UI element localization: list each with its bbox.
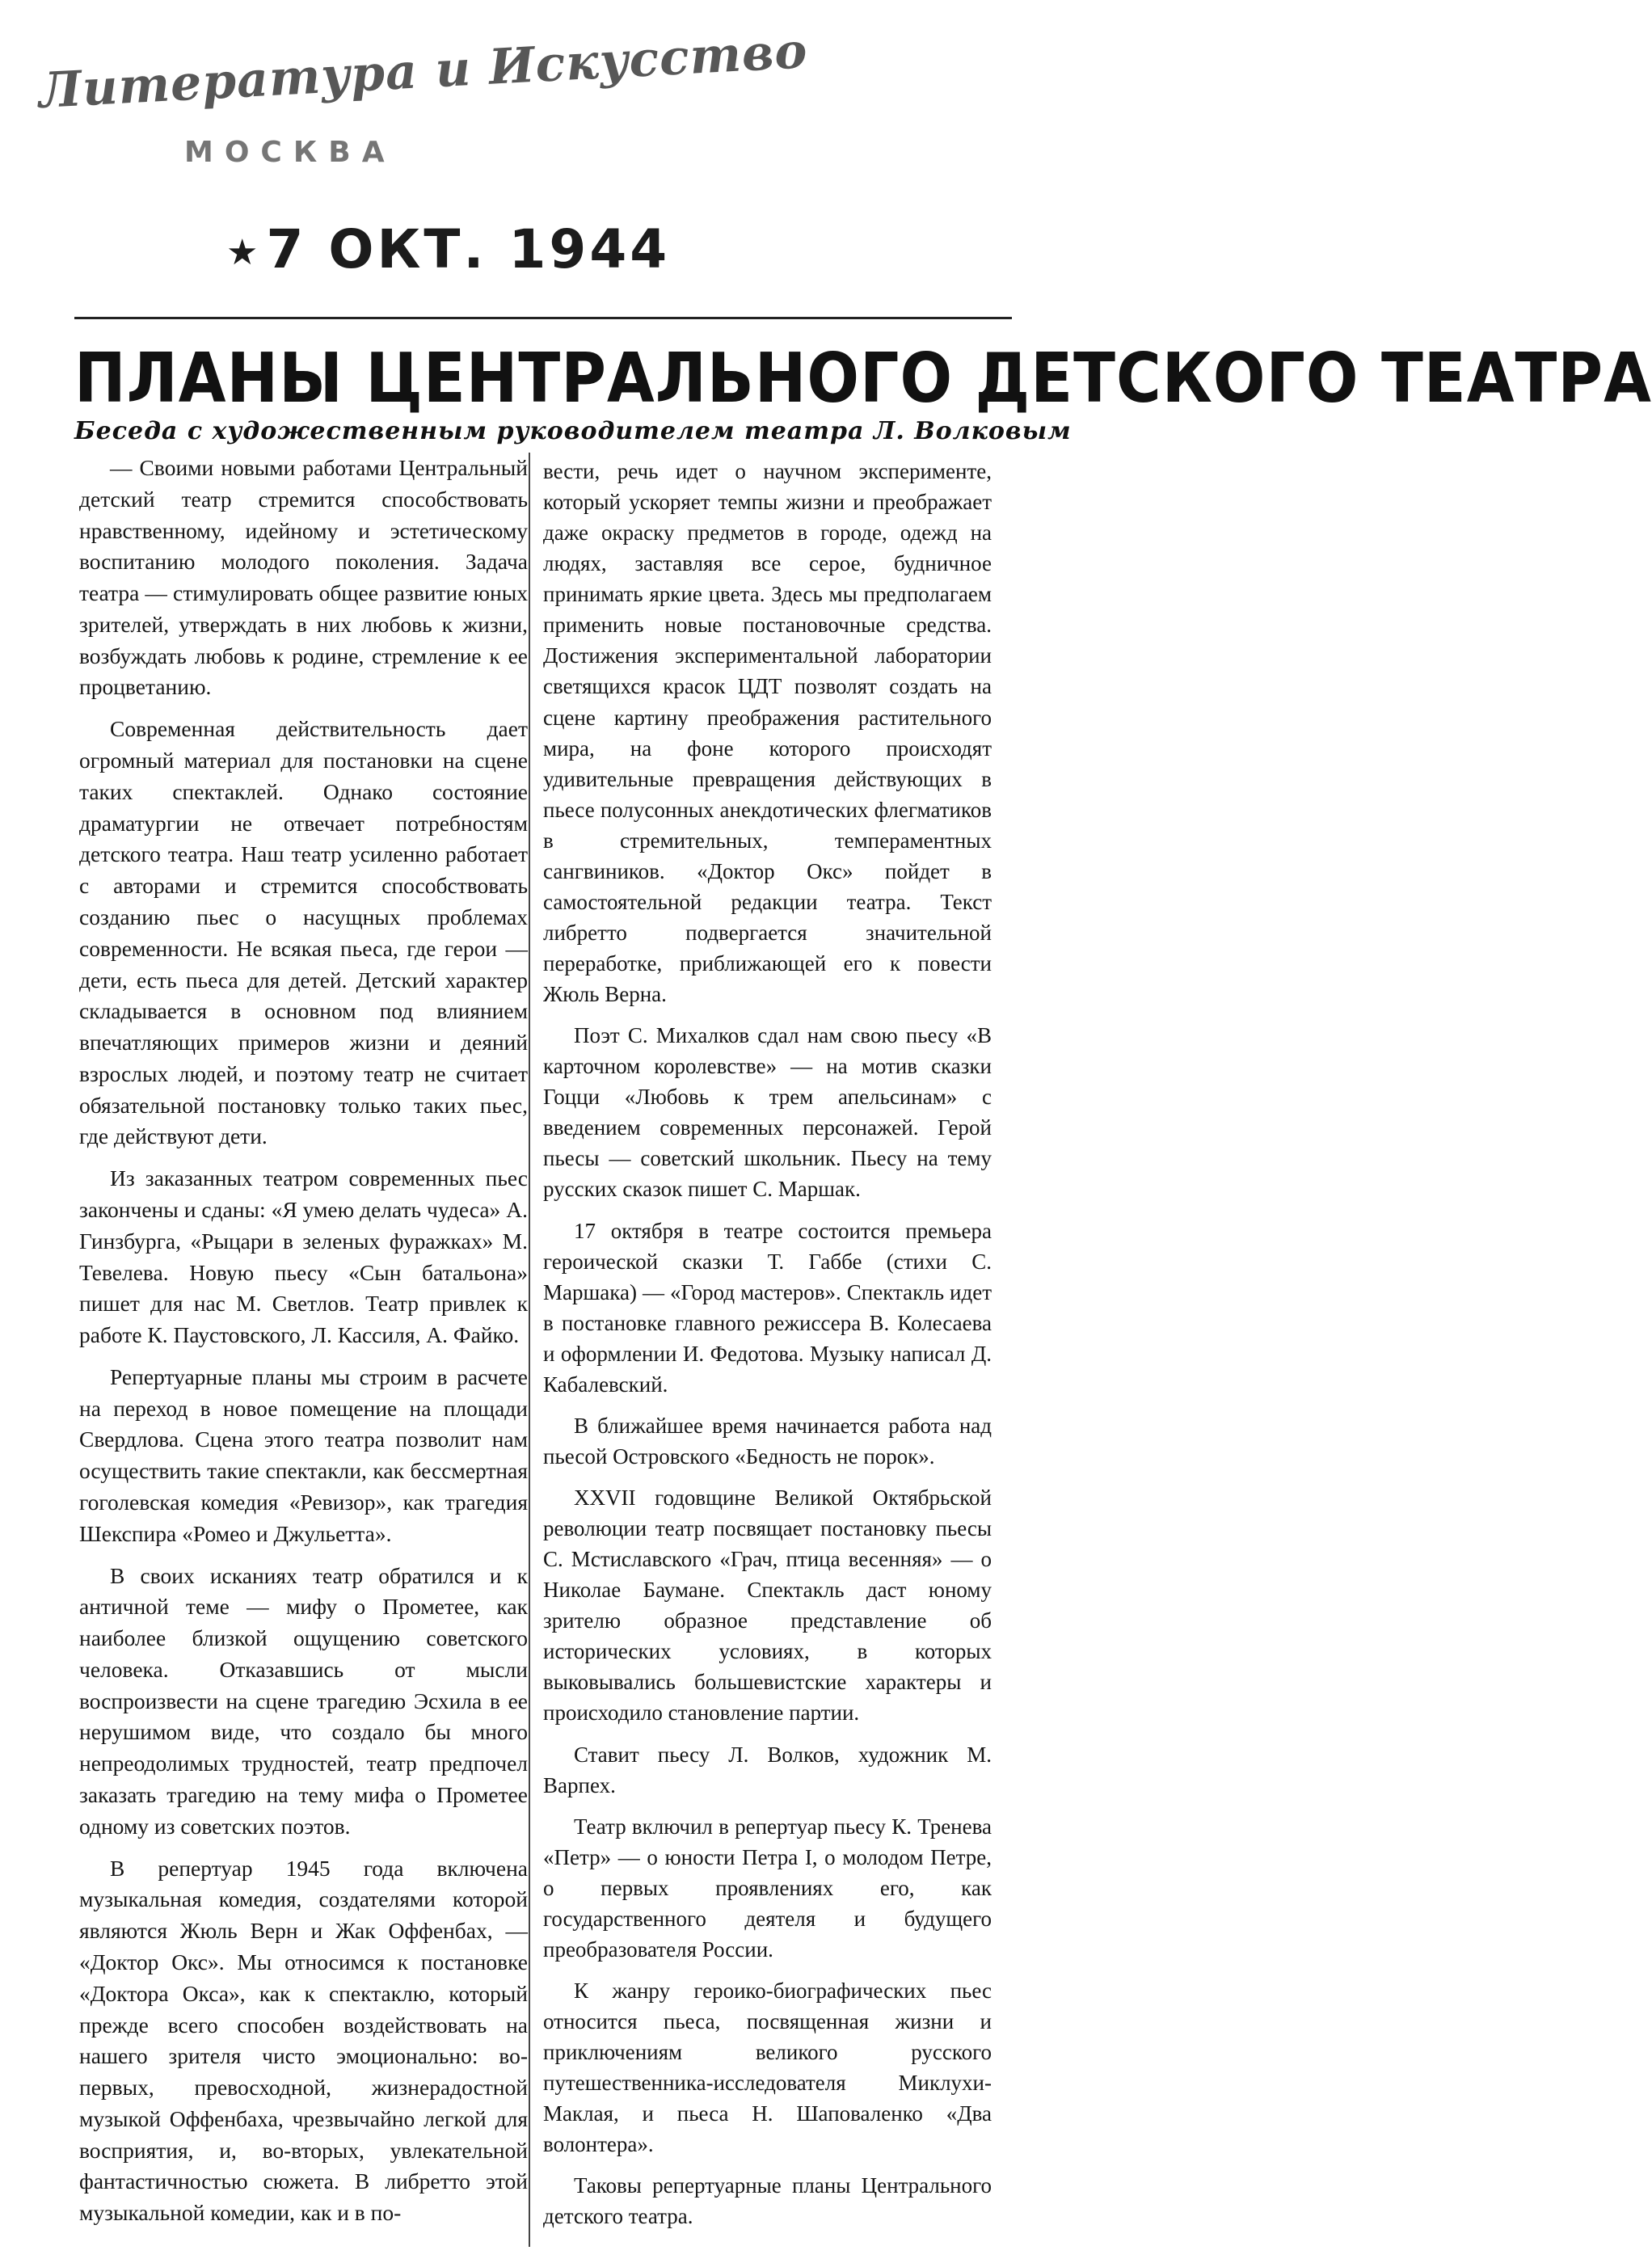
paragraph: Современная действительность дает огромный материал для постановки на сцене таких спектаклей. Однако состояние драматургии не отвечает потребностям детского театра. Наш театр усиленно работает с авторами и стремится способствовать созданию пьес о насущных проблемах современности. Не всякая пьеса, где герои — дети, есть пьеса для детей. Детский характер складывается в основном под влиянием впечатляющих примеров жизни и деяний взрослых людей, и поэтому театр не считает обязательной постановку только таких пьес, где действуют дети. <box>79 716 528 1149</box>
paragraph: В репертуар 1945 года включена музыкальная комедия, создателями которой являются Жюль Верн и Жак Оффенбах, — «Доктор Окс». Мы относимся к постановке «Доктора Окса», как к спектаклю, который прежде всего способен воздействовать на нашего зрителя чисто эмоционально: во-первых, превосходной, жизнерадостной музыкой Оффенбаха, чрезвычайно легкой для восприятия, и, во-вторых, увлекательной фантастичностью сюжета. В либретто этой музыкальной комедии, как и в по- <box>79 1855 528 2226</box>
paragraph: Из заказанных театром современных пьес закончены и сданы: «Я умею делать чудеса» А. Гинзбурга, «Рыцари в зеленых фуражках» М. Тевелева. Новую пьесу «Сын батальона» пишет для нас М. Светлов. Театр привлек к работе К. Паустовского, Л. Кассиля, А. Файко. <box>79 1165 528 1348</box>
paragraph: Репертуарные планы мы строим в расчете на переход в новое помещение на площади Свердлова. Сцена этого театра позволит нам осуществить такие спектакли, как бессмертная гоголевская комедия «Ревизор», как трагедия Шекспира «Ромео и Джульетта». <box>79 1363 528 1546</box>
paragraph: К жанру героико-биографических пьес относится пьеса, посвященная жизни и приключениям великого русского путешественника-исследователя Миклухи-Маклая, и пьеса Н. Шаповаленко «Два волонтера». <box>543 1978 992 2157</box>
column-divider <box>529 453 530 2247</box>
paragraph: В своих исканиях театр обратился и к античной теме — мифу о Прометее, как наиболее близкой ощущению советского человека. Отказавшись от мысли воспроизвести на сцене трагедию Эсхила в ее нерушимом виде, что создало бы много непреодолимых трудностей, театр предпочел заказать трагедию на тему мифа о Прометее одному из советских поэтов. <box>79 1562 528 1839</box>
right-column <box>543 456 992 2242</box>
paragraph: Таковы репертуарные планы Центрального детского театра. <box>543 2173 992 2229</box>
paragraph: Театр включил в репертуар пьесу К. Тренева «Петр» — о юности Петра I, о молодом Петре, о первых проявлениях его, как государственного деятеля и будущего преобразователя России. <box>543 1814 992 1962</box>
header-rule <box>74 317 1012 319</box>
article-title: ПЛАНЫ ЦЕНТРАЛЬНОГО ДЕТСКОГО ТЕАТРА <box>74 337 1652 419</box>
article-subtitle: Беседа с художественным руководителем театра Л. Волковым <box>74 417 1072 445</box>
paragraph-continuation: вести, речь идет о научном эксперименте, который ускоряет темпы жизни и преображает даже окраску предметов в городе, одежд на людях, заставляя все серое, будничное принимать яркие цвета. Здесь мы предполагаем применить новые постановочные средства. Достижения экспериментальной лаборатории светящихся красок ЦДТ позволят создать на сцене картину преображения растительного мира, на фоне которого происходят удивительные превращения действующих в пьесе полусонных анекдотических флегматиков в стремительных, темпераментных сангвиников. «Доктор Окс» пойдет в самостоятельной редакции театра. Текст либретто подвергается значительной переработке, приближающей его к повести Жюль Верна. <box>543 459 992 1007</box>
date-text: 7 ОКТ. 1944 <box>266 218 671 280</box>
library-stamp <box>37 23 809 176</box>
paragraph: XXVII годовщине Великой Октябрьской революции театр посвящает постановку пьесы С. Мстиславского «Грач, птица весенняя» — о Николае Баумане. Спектакль даст юному зрителю образное представление об исторических условиях, в которых выковывались большевистские характеры и происходило становление партии. <box>543 1485 992 1726</box>
publication-date <box>226 218 670 280</box>
stamp-city: МОСКВА <box>184 136 396 169</box>
paragraph: Поэт С. Михалков сдал нам свою пьесу «В карточном королевстве» — на мотив сказки Гоцци «Любовь к трем апельсинам» с введением современных персонажей. Герой пьесы — советский школьник. Пьесу на тему русских сказок пишет С. Маршак. <box>543 1023 992 1202</box>
stamp-publication-name: Литература и Искусство <box>37 23 809 120</box>
paragraph: 17 октября в театре состоится премьера героической сказки Т. Габбе (стихи С. Маршака) — «Город мастеров». Спектакль идет в постановке главного режиссера В. Колесаева и оформлении И. Федотова. Музыку написал Д. Кабалевский. <box>543 1218 992 1397</box>
left-column <box>79 453 528 2240</box>
paragraph: Ставит пьесу Л. Волков, художник М. Варпех. <box>543 1742 992 1797</box>
paragraph: В ближайшее время начинается работа над пьесой Островского «Бедность не порок». <box>543 1413 992 1469</box>
star-icon: ★ <box>226 232 262 274</box>
paragraph: — Своими новыми работами Центральный детский театр стремится способствовать нравственному, идейному и эстетическому воспитанию молодого поколения. Задача театра — стимулировать общее развитие юных зрителей, утверждать в них любовь к жизни, возбуждать любовь к родине, стремление к ее процветанию. <box>79 455 528 700</box>
